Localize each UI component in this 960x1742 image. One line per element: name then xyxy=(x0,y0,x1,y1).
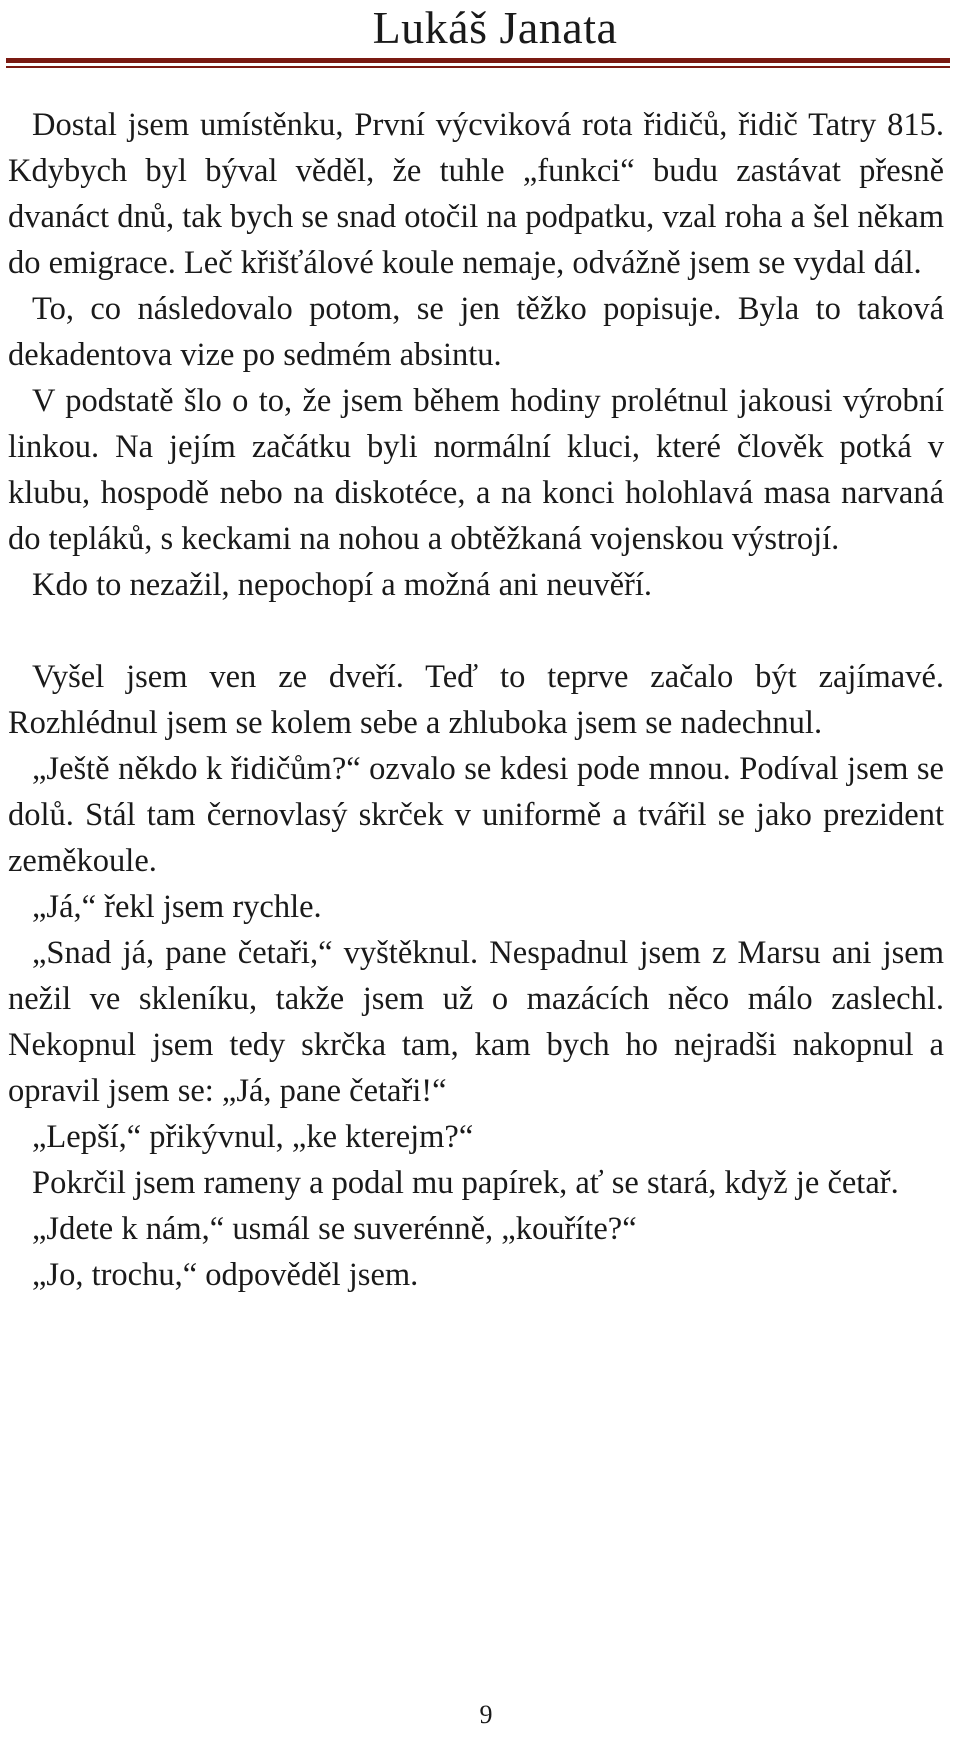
header-rule-thin xyxy=(6,66,950,68)
body-text xyxy=(8,102,944,1298)
paragraph: „Jdete k nám,“ usmál se suverénně, „kouříte?“ xyxy=(32,1211,637,1247)
page-header xyxy=(0,0,960,70)
paragraph: „Ještě někdo k řidičům?“ ozvalo se kdesi pode mnou. Podíval jsem se dolů. Stál tam černovlasý skrček v uniformě a tvářil se jako prezident zeměkoule. xyxy=(8,751,944,879)
paragraph: „Snad já, pane četaři,“ vyštěknul. Nespadnul jsem z Marsu ani jsem nežil ve skleníku, takže jsem už o mazácích něco málo zaslechl. Nekopnul jsem tedy skrčka tam, kam bych ho nejradši nakopnul a opravil jsem se: „Já, pane četaři!“ xyxy=(8,935,944,1109)
paragraph: Pokrčil jsem rameny a podal mu papírek, ať se stará, když je četař. xyxy=(32,1165,899,1201)
paragraph: „Já,“ řekl jsem rychle. xyxy=(32,889,322,925)
paragraph: Dostal jsem umístěnku, První výcviková rota řidičů, řidič Tatry 815. Kdybych byl býval věděl, že tuhle „funkci“ budu zastávat přesně dvanáct dnů, tak bych se snad otočil na podpatku, vzal roha a šel někam do emigrace. Leč křišťálové koule nemaje, odvážně jsem se vydal dál. xyxy=(8,107,944,281)
page-number: 9 xyxy=(479,1700,493,1729)
paragraph: Vyšel jsem ven ze dveří. Teď to teprve začalo být zajímavé. Rozhlédnul jsem se kolem sebe a zhluboka jsem se nadechnul. xyxy=(8,659,944,741)
paragraph: To, co následovalo potom, se jen těžko popisuje. Byla to taková dekadentova vize po sedmém absintu. xyxy=(8,291,944,373)
paragraph: „Jo, trochu,“ odpověděl jsem. xyxy=(32,1257,419,1293)
paragraph: „Lepší,“ přikývnul, „ke kterejm?“ xyxy=(32,1119,474,1155)
header-rule-thick xyxy=(6,58,950,63)
paragraph: V podstatě šlo o to, že jsem během hodiny prolétnul jakousi výrobní linkou. Na jejím začátku byli normální kluci, které člověk potká v klubu, hospodě nebo na diskotéce, a na konci holohlavá masa narvaná do tepláků, s keckami na nohou a obtěžkaná vojenskou výstrojí. xyxy=(8,383,944,557)
paragraph: Kdo to nezažil, nepochopí a možná ani neuvěří. xyxy=(32,567,652,603)
author-name: Lukáš Janata xyxy=(372,2,618,53)
section-break xyxy=(8,608,944,654)
